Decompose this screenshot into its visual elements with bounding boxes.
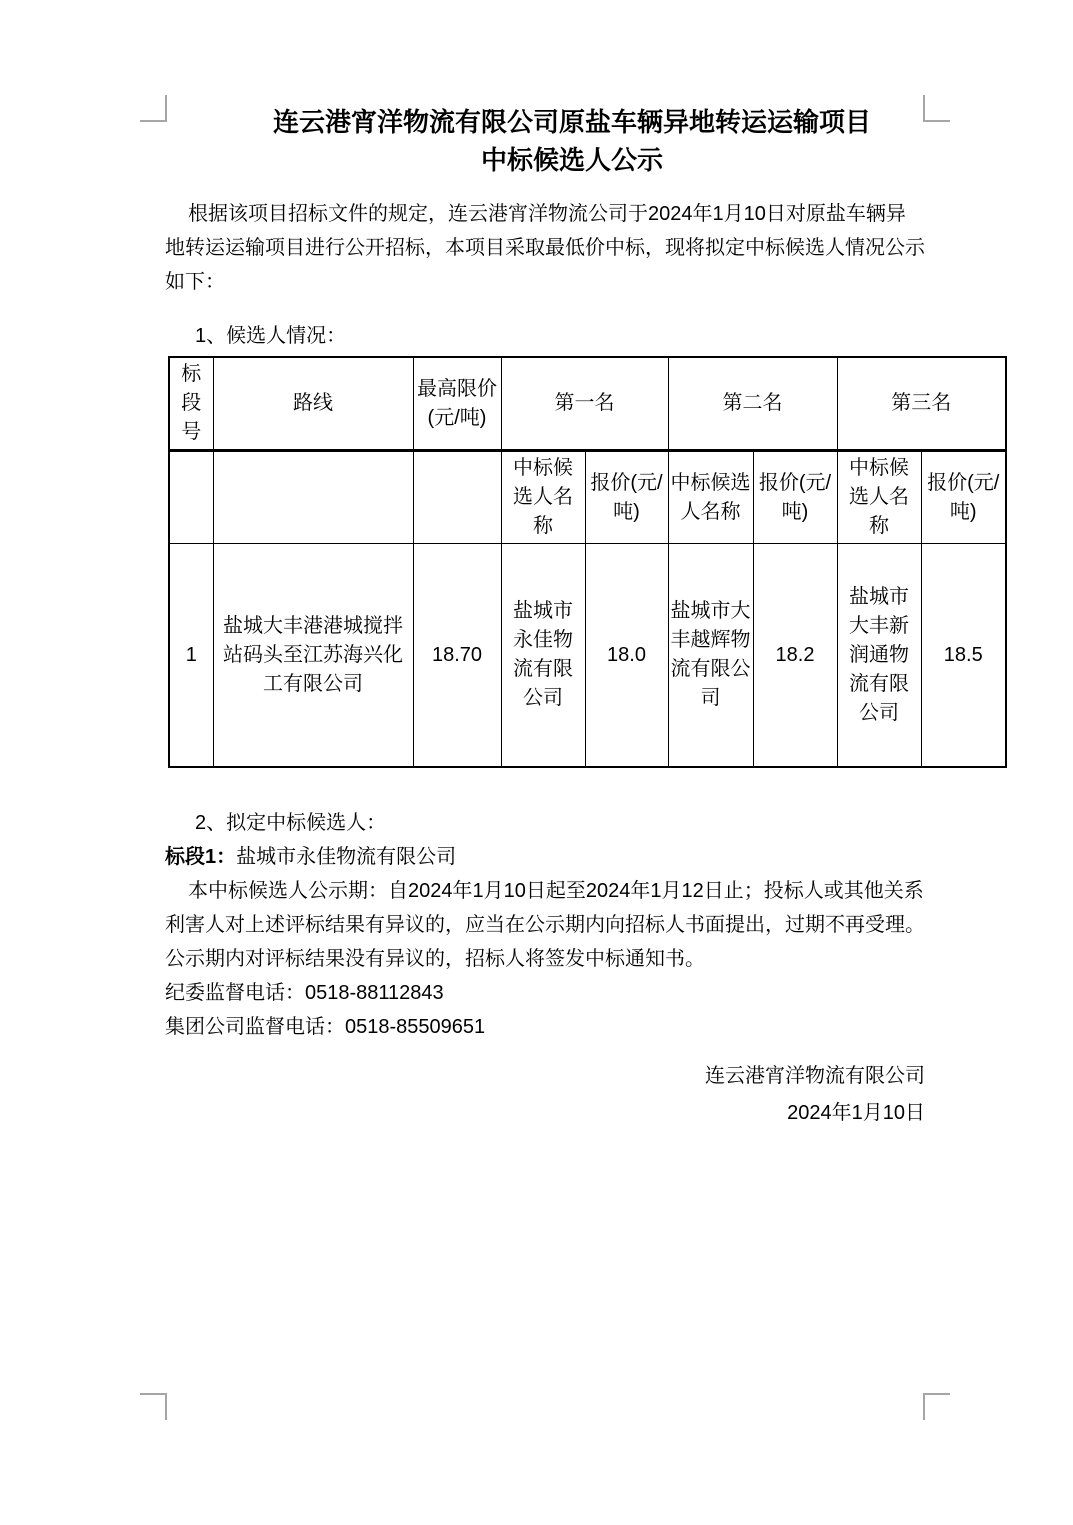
table-header-row-2 — [169, 451, 1006, 544]
header-max-price: 最高限价(元/吨) — [413, 357, 501, 451]
document-title-line2: 中标候选人公示 — [480, 145, 663, 175]
signature-org: 连云港宵洋物流有限公司 — [705, 1065, 925, 1087]
header-bid-price-2: 报价(元/吨) — [753, 451, 837, 544]
cell-section-no: 1 — [169, 544, 213, 768]
page-margin-mark-top-left — [140, 95, 167, 122]
page-margin-mark-bottom-right — [923, 1393, 950, 1420]
group-phone-line: 集团公司监督电话：0518-85509651 — [165, 1016, 486, 1038]
empty-cell — [213, 451, 413, 544]
cell-rank3-price: 18.5 — [921, 544, 1006, 768]
cell-max-price: 18.70 — [413, 544, 501, 768]
candidates-table — [168, 356, 1007, 768]
document-content — [165, 103, 1000, 1132]
header-section-no: 标段号 — [169, 357, 213, 451]
notice-paragraph: 本中标候选人公示期：自2024年1月10日起至2024年1月12日止；投标人或其他关系利害人对上述评标结果有异议的，应当在公示期内向招标人书面提出，过期不再受理。公示期内对评标结果没有异议的，招标人将签发中标通知书。 — [165, 880, 925, 970]
signature-date: 2024年1月10日 — [787, 1102, 925, 1124]
header-rank1: 第一名 — [501, 357, 668, 451]
header-bid-price-1: 报价(元/吨) — [585, 451, 668, 544]
table-header-row-1 — [169, 357, 1006, 451]
signature-block — [165, 1058, 925, 1132]
section1-heading: 1、候选人情况： — [195, 325, 347, 347]
cell-rank2-price: 18.2 — [753, 544, 837, 768]
table-row — [169, 544, 1006, 768]
empty-cell — [413, 451, 501, 544]
header-rank3: 第三名 — [837, 357, 1006, 451]
cell-rank3-name: 盐城市大丰新润通物流有限公司 — [837, 544, 921, 768]
document-title — [192, 103, 952, 179]
cell-rank1-price: 18.0 — [585, 544, 668, 768]
page-margin-mark-bottom-left — [140, 1393, 167, 1420]
header-candidate-name-3: 中标候选人名称 — [837, 451, 921, 544]
section2-heading: 2、拟定中标候选人： — [195, 812, 387, 834]
document-title-line1: 连云港宵洋物流有限公司原盐车辆异地转运运输项目 — [272, 107, 871, 137]
winner-label: 标段1： — [165, 846, 237, 868]
header-candidate-name-1: 中标候选人名称 — [501, 451, 585, 544]
header-route: 路线 — [213, 357, 413, 451]
cell-route: 盐城大丰港港城搅拌站码头至江苏海兴化工有限公司 — [213, 544, 413, 768]
cell-rank2-name: 盐城市大丰越辉物流有限公司 — [668, 544, 753, 768]
intro-paragraph: 根据该项目招标文件的规定，连云港宵洋物流公司于2024年1月10日对原盐车辆异地转运运输项目进行公开招标，本项目采取最低价中标，现将拟定中标候选人情况公示如下： — [165, 203, 925, 293]
empty-cell — [169, 451, 213, 544]
cell-rank1-name: 盐城市永佳物流有限公司 — [501, 544, 585, 768]
header-bid-price-3: 报价(元/吨) — [921, 451, 1006, 544]
winner-value: 盐城市永佳物流有限公司 — [236, 846, 457, 868]
winner-line — [165, 840, 925, 874]
header-rank2: 第二名 — [668, 357, 837, 451]
discipline-phone-line: 纪委监督电话：0518-88112843 — [165, 982, 444, 1004]
header-candidate-name-2: 中标候选人名称 — [668, 451, 753, 544]
